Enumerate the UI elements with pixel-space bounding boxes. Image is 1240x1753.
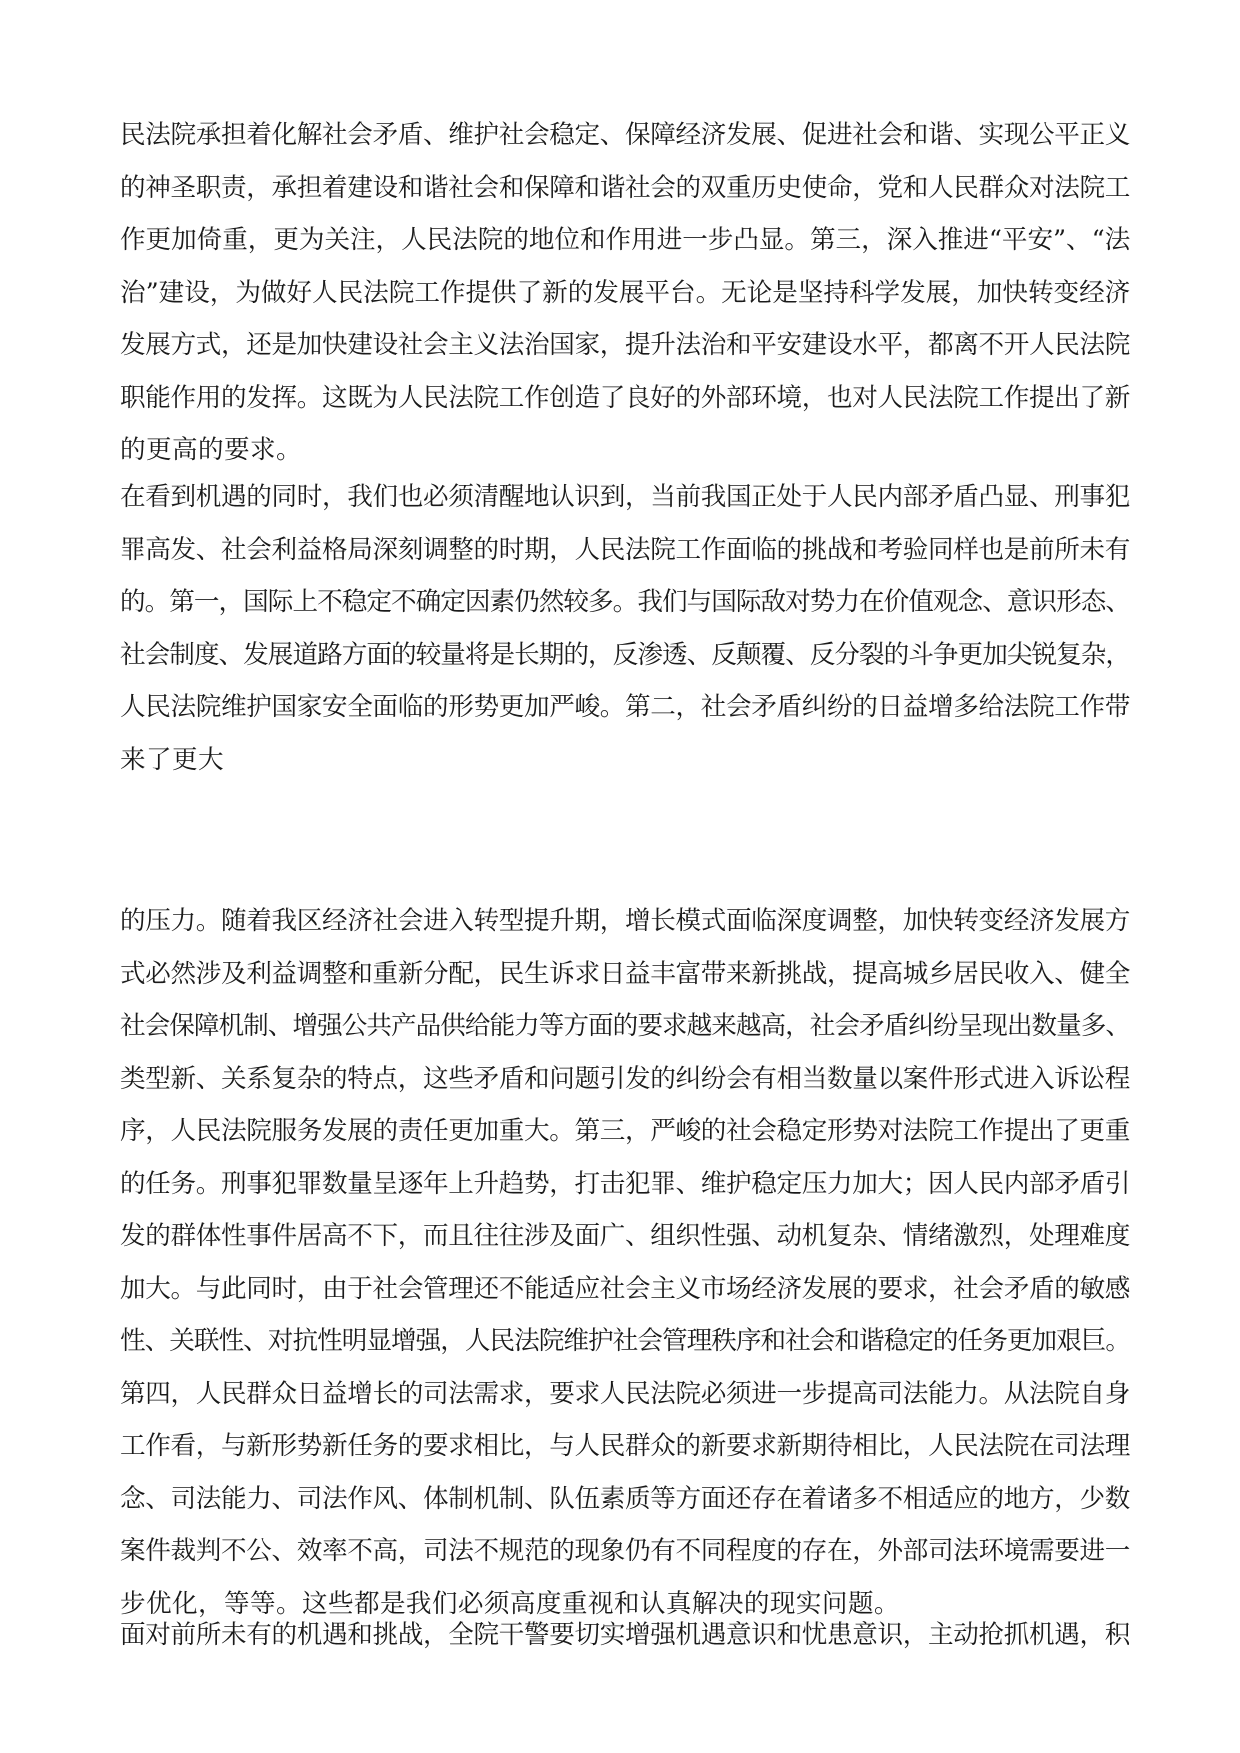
text-line: 案件裁判不公、效率不高，司法不规范的现象仍有不同程度的存在，外部司法环境需要进一 <box>120 1536 1130 1566</box>
text-line: 治”建设，为做好人民法院工作提供了新的发展平台。无论是坚持科学发展，加快转变经济 <box>120 277 1131 308</box>
paragraph-2 <box>120 471 1130 786</box>
text-line: 发展方式，还是加快建设社会主义法治国家，提升法治和平安建设水平，都离不开人民法院 <box>120 330 1130 360</box>
text-line: 工作看，与新形势新任务的要求相比，与人民群众的新要求新期待相比，人民法院在司法理 <box>120 1431 1130 1461</box>
text-line: 步优化，等等。这些都是我们必须高度重视和认真解决的现实问题。 <box>120 1588 900 1619</box>
text-line: 的压力。随着我区经济社会进入转型提升期，增长模式面临深度调整，加快转变经济发展方 <box>120 906 1130 936</box>
paragraph-1 <box>120 109 1130 477</box>
text-line: 加大。与此同时，由于社会管理还不能适应社会主义市场经济发展的要求，社会矛盾的敏感 <box>120 1273 1130 1304</box>
text-line: 类型新、关系复杂的特点，这些矛盾和问题引发的纠纷会有相当数量以案件形式进入诉讼程 <box>120 1063 1130 1094</box>
text-line: 职能作用的发挥。这既为人民法院工作创造了良好的外部环境，也对人民法院工作提出了新 <box>120 382 1130 413</box>
paragraph-3 <box>120 895 1130 1630</box>
text-line: 作更加倚重，更为关注，人民法院的地位和作用进一步凸显。第三，深入推进“平安”、“法 <box>120 225 1131 255</box>
text-line: 的。第一，国际上不稳定不确定因素仍然较多。我们与国际敌对势力在价值观念、意识形态、 <box>120 587 1130 617</box>
text-line: 社会保障机制、增强公共产品供给能力等方面的要求越来越高，社会矛盾纠纷呈现出数量多、 <box>120 1011 1130 1041</box>
text-line: 发的群体性事件居高不下，而且往往涉及面广、组织性强、动机复杂、情绪激烈，处理难度 <box>120 1221 1130 1251</box>
text-line: 罪高发、社会利益格局深刻调整的时期，人民法院工作面临的挑战和考验同样也是前所未有 <box>120 534 1130 565</box>
text-line: 民法院承担着化解社会矛盾、维护社会稳定、保障经济发展、促进社会和谐、实现公平正义 <box>120 120 1130 150</box>
text-line: 面对前所未有的机遇和挑战，全院干警要切实增强机遇意识和忧患意识，主动抢抓机遇，积 <box>120 1620 1130 1650</box>
text-line: 在看到机遇的同时，我们也必须清醒地认识到，当前我国正处于人民内部矛盾凸显、刑事犯 <box>120 482 1130 512</box>
text-line: 的神圣职责，承担着建设和谐社会和保障和谐社会的双重历史使命，党和人民群众对法院工 <box>120 172 1130 203</box>
text-line: 来了更大 <box>120 744 224 775</box>
text-line: 的任务。刑事犯罪数量呈逐年上升趋势，打击犯罪、维护稳定压力加大；因人民内部矛盾引 <box>120 1168 1130 1199</box>
text-line: 念、司法能力、司法作风、体制机制、队伍素质等方面还存在着诸多不相适应的地方，少数 <box>120 1483 1130 1514</box>
text-line: 社会制度、发展道路方面的较量将是长期的，反渗透、反颠覆、反分裂的斗争更加尖锐复杂， <box>120 639 1130 670</box>
text-line: 人民法院维护国家安全面临的形势更加严峻。第二，社会矛盾纠纷的日益增多给法院工作带 <box>120 692 1130 722</box>
text-line: 的更高的要求。 <box>120 435 302 465</box>
text-line: 第四，人民群众日益增长的司法需求，要求人民法院必须进一步提高司法能力。从法院自身 <box>120 1378 1130 1409</box>
text-line: 式必然涉及利益调整和重新分配，民生诉求日益丰富带来新挑战，提高城乡居民收入、健全 <box>120 958 1130 989</box>
paragraph-4 <box>120 1609 1130 1662</box>
text-line: 性、关联性、对抗性明显增强，人民法院维护社会管理秩序和社会和谐稳定的任务更加艰巨。 <box>120 1326 1130 1356</box>
text-line: 序，人民法院服务发展的责任更加重大。第三，严峻的社会稳定形势对法院工作提出了更重 <box>120 1116 1130 1146</box>
